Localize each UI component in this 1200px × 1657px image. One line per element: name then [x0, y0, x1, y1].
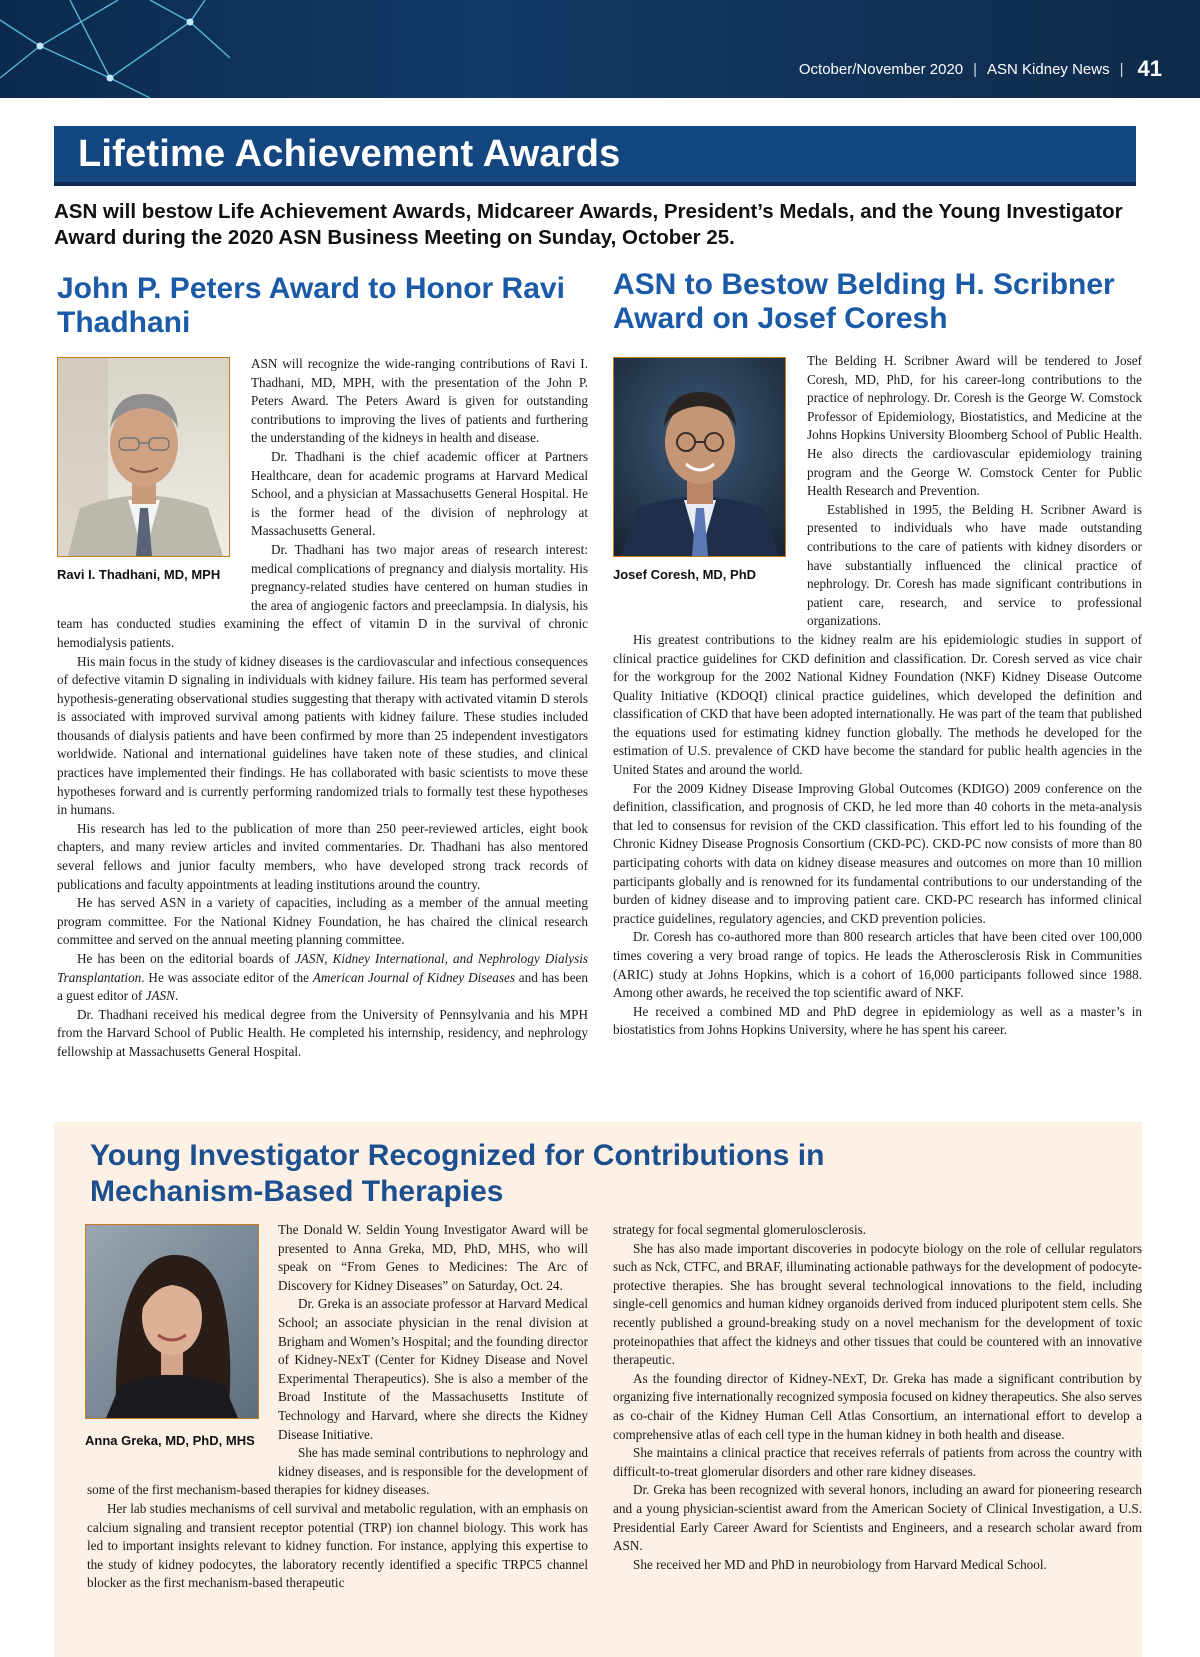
- scribner-paragraph: For the 2009 Kidney Disease Improving Global Outcomes (KDIGO) 2009 conference on the definition, classification, and prognosis of CKD, he led more than 40 cohorts in the meta-analysis that led to consensus for revision of the CKD classification. This effort led to his founding of the Chronic Kidney Disease Prognosis Consortium (CKD-PC). CKD-PC now consists of more than 80 participating cohorts with data on kidney disease measures and outcomes on more than 10 million participants globally and is renowned for its fundamental contributions to our understanding of the burden of kidney disease and to improving patient care. CKD-PC research has informed clinical practice guidelines, regulatory agencies, and CKD prevention policies.: [613, 780, 1142, 926]
- young-paragraph: As the founding director of Kidney-NExT, Dr. Greka has made a significant contribution by organizing five internationally recognized symposia focused on kidney therapeutics. She also serves as co-chair of the Kidney Human Cell Atlas Consortium, an international effort to develop a comprehensive atlas of each cell type in the human kidney in both health and disease.: [613, 1370, 1142, 1442]
- peters-paragraph: Dr. Thadhani has two major areas of research interest: medical complications of pregnancy and dialysis mortality. His pregnancy-related studies have centered on human studies in the area of angiogenic factors and preeclampsia. In dialysis, his team has conducted studies examining the effect of vitamin D in the survival of chronic hemodialysis patients.: [57, 541, 588, 650]
- young-paragraph: The Donald W. Seldin Young Investigator Award will be presented to Anna Greka, MD, PhD, MHS, who will speak on “From Genes to Medicines: The Arc of Discovery for Kidney Diseases” on Saturday, Oct. 24.: [278, 1222, 588, 1293]
- greka-caption: Anna Greka, MD, PhD, MHS: [85, 1433, 255, 1448]
- photo-spacer: [57, 355, 251, 606]
- editorial-text: and has been a guest editor of: [57, 969, 589, 1004]
- publication-name: ASN Kidney News: [987, 60, 1110, 78]
- photo-spacer: [87, 1221, 278, 1473]
- scribner-paragraph: He received a combined MD and PhD degree in epidemiology as well as a master’s in biostatistics from Johns Hopkins University, where he has spent his career.: [613, 1003, 1142, 1038]
- peters-paragraph: His research has led to the publication of more than 250 peer-reviewed articles, eight book chapters, and many review articles and invited commentaries. Dr. Thadhani has also mentored several fellows and junior faculty members, who have developed strong track records of publications and faculty appointments at leading institutions around the country.: [57, 820, 588, 892]
- young-paragraph: She has also made important discoveries in podocyte biology on the role of cellular regulators such as Nck, CTFC, and BRAF, illuminating actionable pathways for the development of podocyte-protective therapies. She has brought several technological innovations to the field, including single-cell genomics and human kidney organoids derived from induced pluripotent stem cells. She recently published a ground-breaking study on a novel mechanism for the development of toxic proteinopathies that affect the kidneys and other tissues that could be countered with an innovative therapeutic.: [613, 1240, 1142, 1368]
- issue-line: [799, 56, 1162, 82]
- peters-article-column: [57, 355, 588, 1062]
- section-title-bar: [54, 126, 1136, 186]
- page-number: 41: [1137, 56, 1162, 81]
- journal-name-ajkd: American Journal of Kidney Diseases: [312, 969, 515, 985]
- peters-editorial-paragraph: [57, 950, 588, 1006]
- young-paragraph: strategy for focal segmental glomerulosclerosis.: [613, 1222, 867, 1237]
- young-paragraph: She has made seminal contributions to nephrology and kidney diseases, and is responsible for the development of some of the first mechanism-based therapies for kidney diseases.: [87, 1445, 588, 1498]
- young-paragraph: Dr. Greka has been recognized with several honors, including an award for pioneering research and a young physician-scientist award from the American Society of Clinical Investigation, a U.S. Presidential Early Career Award for Scientists and Engineers, and a research scholar award from ASN.: [613, 1482, 1142, 1554]
- young-paragraph: She maintains a clinical practice that receives referrals of patients from across the country with difficult-to-treat glomerular disorders and other rare kidney diseases.: [613, 1445, 1142, 1479]
- scribner-paragraph: His greatest contributions to the kidney realm are his epidemiologic studies in support of clinical practice guidelines for CKD definition and classification. Dr. Coresh served as vice chair for the workgroup for the 2002 National Kidney Foundation (NKF) Kidney Disease Outcome Quality Initiative (KDOQI) clinical practice guidelines, which developed the definition and classification of CKD that have been adopted internationally. He was part of the team that published the equations used for estimating kidney function globally. The methods he developed for the estimation of U.S. prevalence of CKD have become the standard for public health agencies in the United States and around the world.: [613, 631, 1142, 778]
- young-right-column: [613, 1221, 1142, 1574]
- editorial-text: . He was associate editor of the: [141, 969, 313, 985]
- young-paragraph: Dr. Greka is an associate professor at Harvard Medical School; an associate physician in the renal division at Brigham and Women’s Hospital; and the founding director of Kidney-NExT (Center for Kidney Disease and Novel Experimental Therapeutics). She is also a member of the Broad Institute of the Massachusetts Institute of Technology and Harvard, where she directs the Kidney Disease Initiative.: [278, 1296, 588, 1442]
- thadhani-caption: Ravi I. Thadhani, MD, MPH: [57, 567, 221, 582]
- peters-paragraph: He has served ASN in a variety of capacities, including as a member of the annual meeting program committee. For the National Kidney Foundation, he has chaired the clinical research committee and served on the annual meeting planning committee.: [57, 895, 588, 948]
- scribner-article-column: [613, 352, 1142, 1040]
- journal-name-jasn: JASN: [145, 988, 175, 1004]
- photo-spacer: [613, 352, 807, 618]
- young-paragraph: Her lab studies mechanisms of cell survival and metabolic regulation, with an emphasis on calcium signaling and transient receptor potential (TRP) ion channel biology. This work has led to important insights relevant to kidney function. For instance, applying this expertise to the study of kidney podocytes, the laboratory recently identified a specific TRPC5 channel blocker as the first mechanism-based therapeutic: [87, 1500, 588, 1591]
- young-left-column: [87, 1221, 588, 1593]
- network-graphic-icon: [0, 0, 230, 98]
- young-investigator-headline: Young Investigator Recognized for Contributions in Mechanism-Based Therapies: [90, 1139, 825, 1208]
- scribner-paragraph: The Belding H. Scribner Award will be tendered to Josef Coresh, MD, PhD, for his career-long contributions to the practice of nephrology. Dr. Coresh is the George W. Comstock Professor of Epidemiology, Biostatistics, and Medicine at the Johns Hopkins University Bloomberg School of Public Health. He also directs the cardiovascular epidemiology training program and the George W. Comstock Center for Public Health Research and Prevention.: [807, 353, 1142, 499]
- peters-paragraph: Dr. Thadhani is the chief academic officer at Partners Healthcare, dean for academic programs at Harvard Medical School, and a physician at Massachusetts General Hospital. He is the former head of the division of nephrology at Massachusetts General.: [251, 448, 588, 539]
- peters-paragraph: His main focus in the study of kidney diseases is the cardiovascular and infectious consequences of defective vitamin D signaling in individuals with kidney failure. His team has performed several hypothesis-generating observational studies suggesting that therapy with activated vitamin D sterols is associated with improved survival among patients with kidney failure. These studies included thousands of dialysis patients and have been confirmed by more than 25 independent investigators worldwide. National and international guidelines have taken note of these studies, and clinical practices have implemented their findings. He has collaborated with basic scientists to move these hypotheses forward and is currently performing randomized trials to formally test these hypotheses in humans.: [57, 653, 588, 818]
- journal-names: JASN, Kidney International, and Nephrology Dialysis Transplantation: [57, 951, 588, 985]
- issue-separator: |: [973, 60, 978, 78]
- scribner-paragraph: Established in 1995, the Belding H. Scribner Award is presented to individuals who have made outstanding contributions to the care of patients with kidney disorders or have substantially influenced the clinical practice of nephrology. Dr. Coresh has made significant contributions in patient care, research, and service to professional organizations.: [807, 501, 1142, 629]
- header-band: [0, 0, 1200, 98]
- editorial-text: He has been on the editorial boards of: [77, 951, 295, 966]
- editorial-text: .: [174, 988, 179, 1004]
- coresh-caption: Josef Coresh, MD, PhD: [613, 567, 757, 582]
- peters-headline: John P. Peters Award to Honor Ravi Thadhani: [57, 272, 565, 339]
- young-paragraph: She received her MD and PhD in neurobiology from Harvard Medical School.: [633, 1556, 1047, 1572]
- issue-date: October/November 2020: [798, 60, 964, 78]
- intro-text: ASN will bestow Life Achievement Awards, Midcareer Awards, President’s Medals, and the Young Investigator Award during the 2020 ASN Business Meeting on Sunday, October 25.: [54, 200, 1123, 249]
- page-separator: |: [1119, 60, 1124, 78]
- peters-paragraph: Dr. Thadhani received his medical degree from the University of Pennsylvania and his MPH from the Harvard School of Public Health. He completed his internship, residency, and nephrology fellowship at Massachusetts General Hospital.: [57, 1006, 588, 1059]
- page-title: Lifetime Achievement Awards: [78, 133, 621, 175]
- peters-paragraph: ASN will recognize the wide-ranging contributions of Ravi I. Thadhani, MD, MPH, with the presentation of the John P. Peters Award. The Peters Award is given for outstanding contributions to improving the lives of patients and furthering the understanding of the kidneys in health and disease.: [251, 356, 588, 446]
- scribner-headline: ASN to Bestow Belding H. Scribner Award on Josef Coresh: [613, 268, 1115, 335]
- scribner-paragraph: Dr. Coresh has co-authored more than 800 research articles that have been cited over 100,000 times covering a very broad range of topics. He leads the Atherosclerosis Risk in Communities (ARIC) study at Johns Hopkins, which is a cohort of 16,000 participants followed since 1988. Among other awards, he received the top scientific award of NKF.: [613, 929, 1142, 1001]
